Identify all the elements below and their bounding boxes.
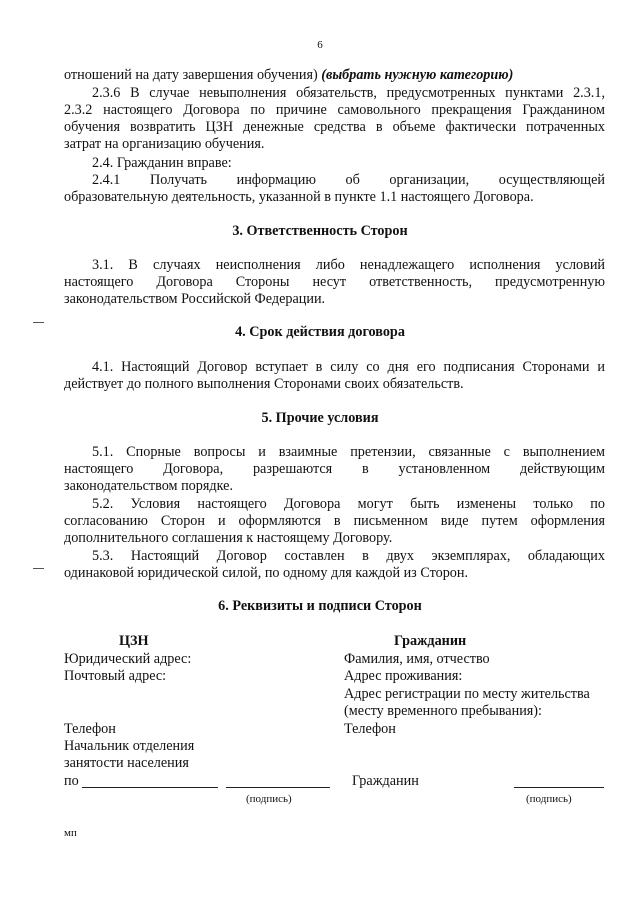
clause-5-1 [64, 444, 605, 495]
clause-line: 2.3.6 В случае невыполнения обязательств, предусмотренных пунктами 2.3.1, [92, 85, 605, 101]
clause-line: настоящего Договора Стороны несут ответственность, предусмотренную [64, 274, 605, 291]
citizen-sign-label: Гражданин [352, 773, 419, 789]
section-5-title: 5. Прочие условия [261, 410, 379, 426]
clause-line: 5.3. Настоящий Договор составлен в двух экземплярах, обладающих [92, 548, 605, 564]
czn-name-line [82, 787, 218, 788]
citizen-signature-line [514, 787, 604, 788]
postal-address-label: Почтовый адрес: [64, 668, 167, 684]
citizen-signature-caption: (подпись) [526, 793, 572, 805]
margin-mark [33, 322, 44, 323]
clause-2-4: 2.4. Гражданин вправе: [92, 155, 232, 171]
clause-line: образовательную деятельность, указанной в пункте 1.1 настоящего Договора. [64, 189, 534, 206]
residence-label: Адрес проживания: [344, 668, 463, 684]
clause-line: настоящего Договора, разрешаются в установленном действующим [64, 461, 605, 478]
clause-line: действует до полного выполнения Сторонами своих обязательств. [64, 376, 464, 393]
clause-line: законодательством порядке. [64, 478, 233, 495]
clause-line: одинаковой юридической силой, по одному для каждой из Сторон. [64, 565, 469, 582]
section-4-title: 4. Срок действия договора [235, 324, 405, 340]
clause-line: 3.1. В случаях неисполнения либо ненадлежащего исполнения условий [92, 257, 605, 273]
clause-line: 2.4.1 Получать информацию об организации, осуществляющей [92, 172, 605, 188]
clause-line: обучения возвратить ЦЗН денежные средства в объеме фактически потраченных [64, 119, 605, 136]
head-title-line1: Начальник отделения [64, 738, 195, 754]
choose-category-note: (выбрать нужную категорию) [321, 67, 514, 83]
seal-label: мп [64, 827, 77, 839]
czn-phone-label: Телефон [64, 721, 116, 737]
full-name-label: Фамилия, имя, отчество [344, 651, 490, 667]
continuation-text: отношений на дату завершения обучения) [64, 67, 318, 83]
registration-label-1: Адрес регистрации по месту жительства [344, 686, 590, 702]
clause-line: 5.2. Условия настоящего Договора могут быть изменены только по [92, 496, 605, 512]
clause-2-4-1 [64, 172, 605, 206]
czn-signature-caption: (подпись) [246, 793, 292, 805]
margin-mark [33, 568, 44, 569]
clause-5-2 [64, 496, 605, 547]
clause-3-1 [64, 257, 605, 308]
clause-line: затрат на организацию обучения. [64, 136, 265, 153]
continuation-line [64, 67, 513, 84]
by-label: по [64, 773, 79, 789]
section-3-title: 3. Ответственность Сторон [232, 223, 408, 239]
clause-5-3 [64, 548, 605, 582]
czn-header: ЦЗН [119, 633, 149, 649]
clause-line: согласованию Сторон и оформляются в письменном виде путем оформления [64, 513, 605, 530]
clause-line: 2.3.2 настоящего Договора по причине самовольного прекращения Гражданином [64, 102, 605, 119]
legal-address-label: Юридический адрес: [64, 651, 192, 667]
clause-line: 5.1. Спорные вопросы и взаимные претензии, связанные с выполнением [92, 444, 605, 460]
clause-2-3-6 [64, 85, 605, 153]
citizen-header: Гражданин [394, 633, 467, 649]
page-number: 6 [317, 39, 323, 51]
clause-line: дополнительного соглашения к настоящему Договору. [64, 530, 393, 547]
czn-signature-line [226, 787, 330, 788]
head-title-line2: занятости населения [64, 755, 189, 771]
clause-4-1 [64, 359, 605, 393]
clause-line: 4.1. Настоящий Договор вступает в силу со дня его подписания Сторонами и [92, 359, 605, 375]
citizen-phone-label: Телефон [344, 721, 396, 737]
section-6-title: 6. Реквизиты и подписи Сторон [218, 598, 422, 614]
registration-label-2: (месту временного пребывания): [344, 703, 542, 719]
clause-line: законодательством Российской Федерации. [64, 291, 326, 308]
